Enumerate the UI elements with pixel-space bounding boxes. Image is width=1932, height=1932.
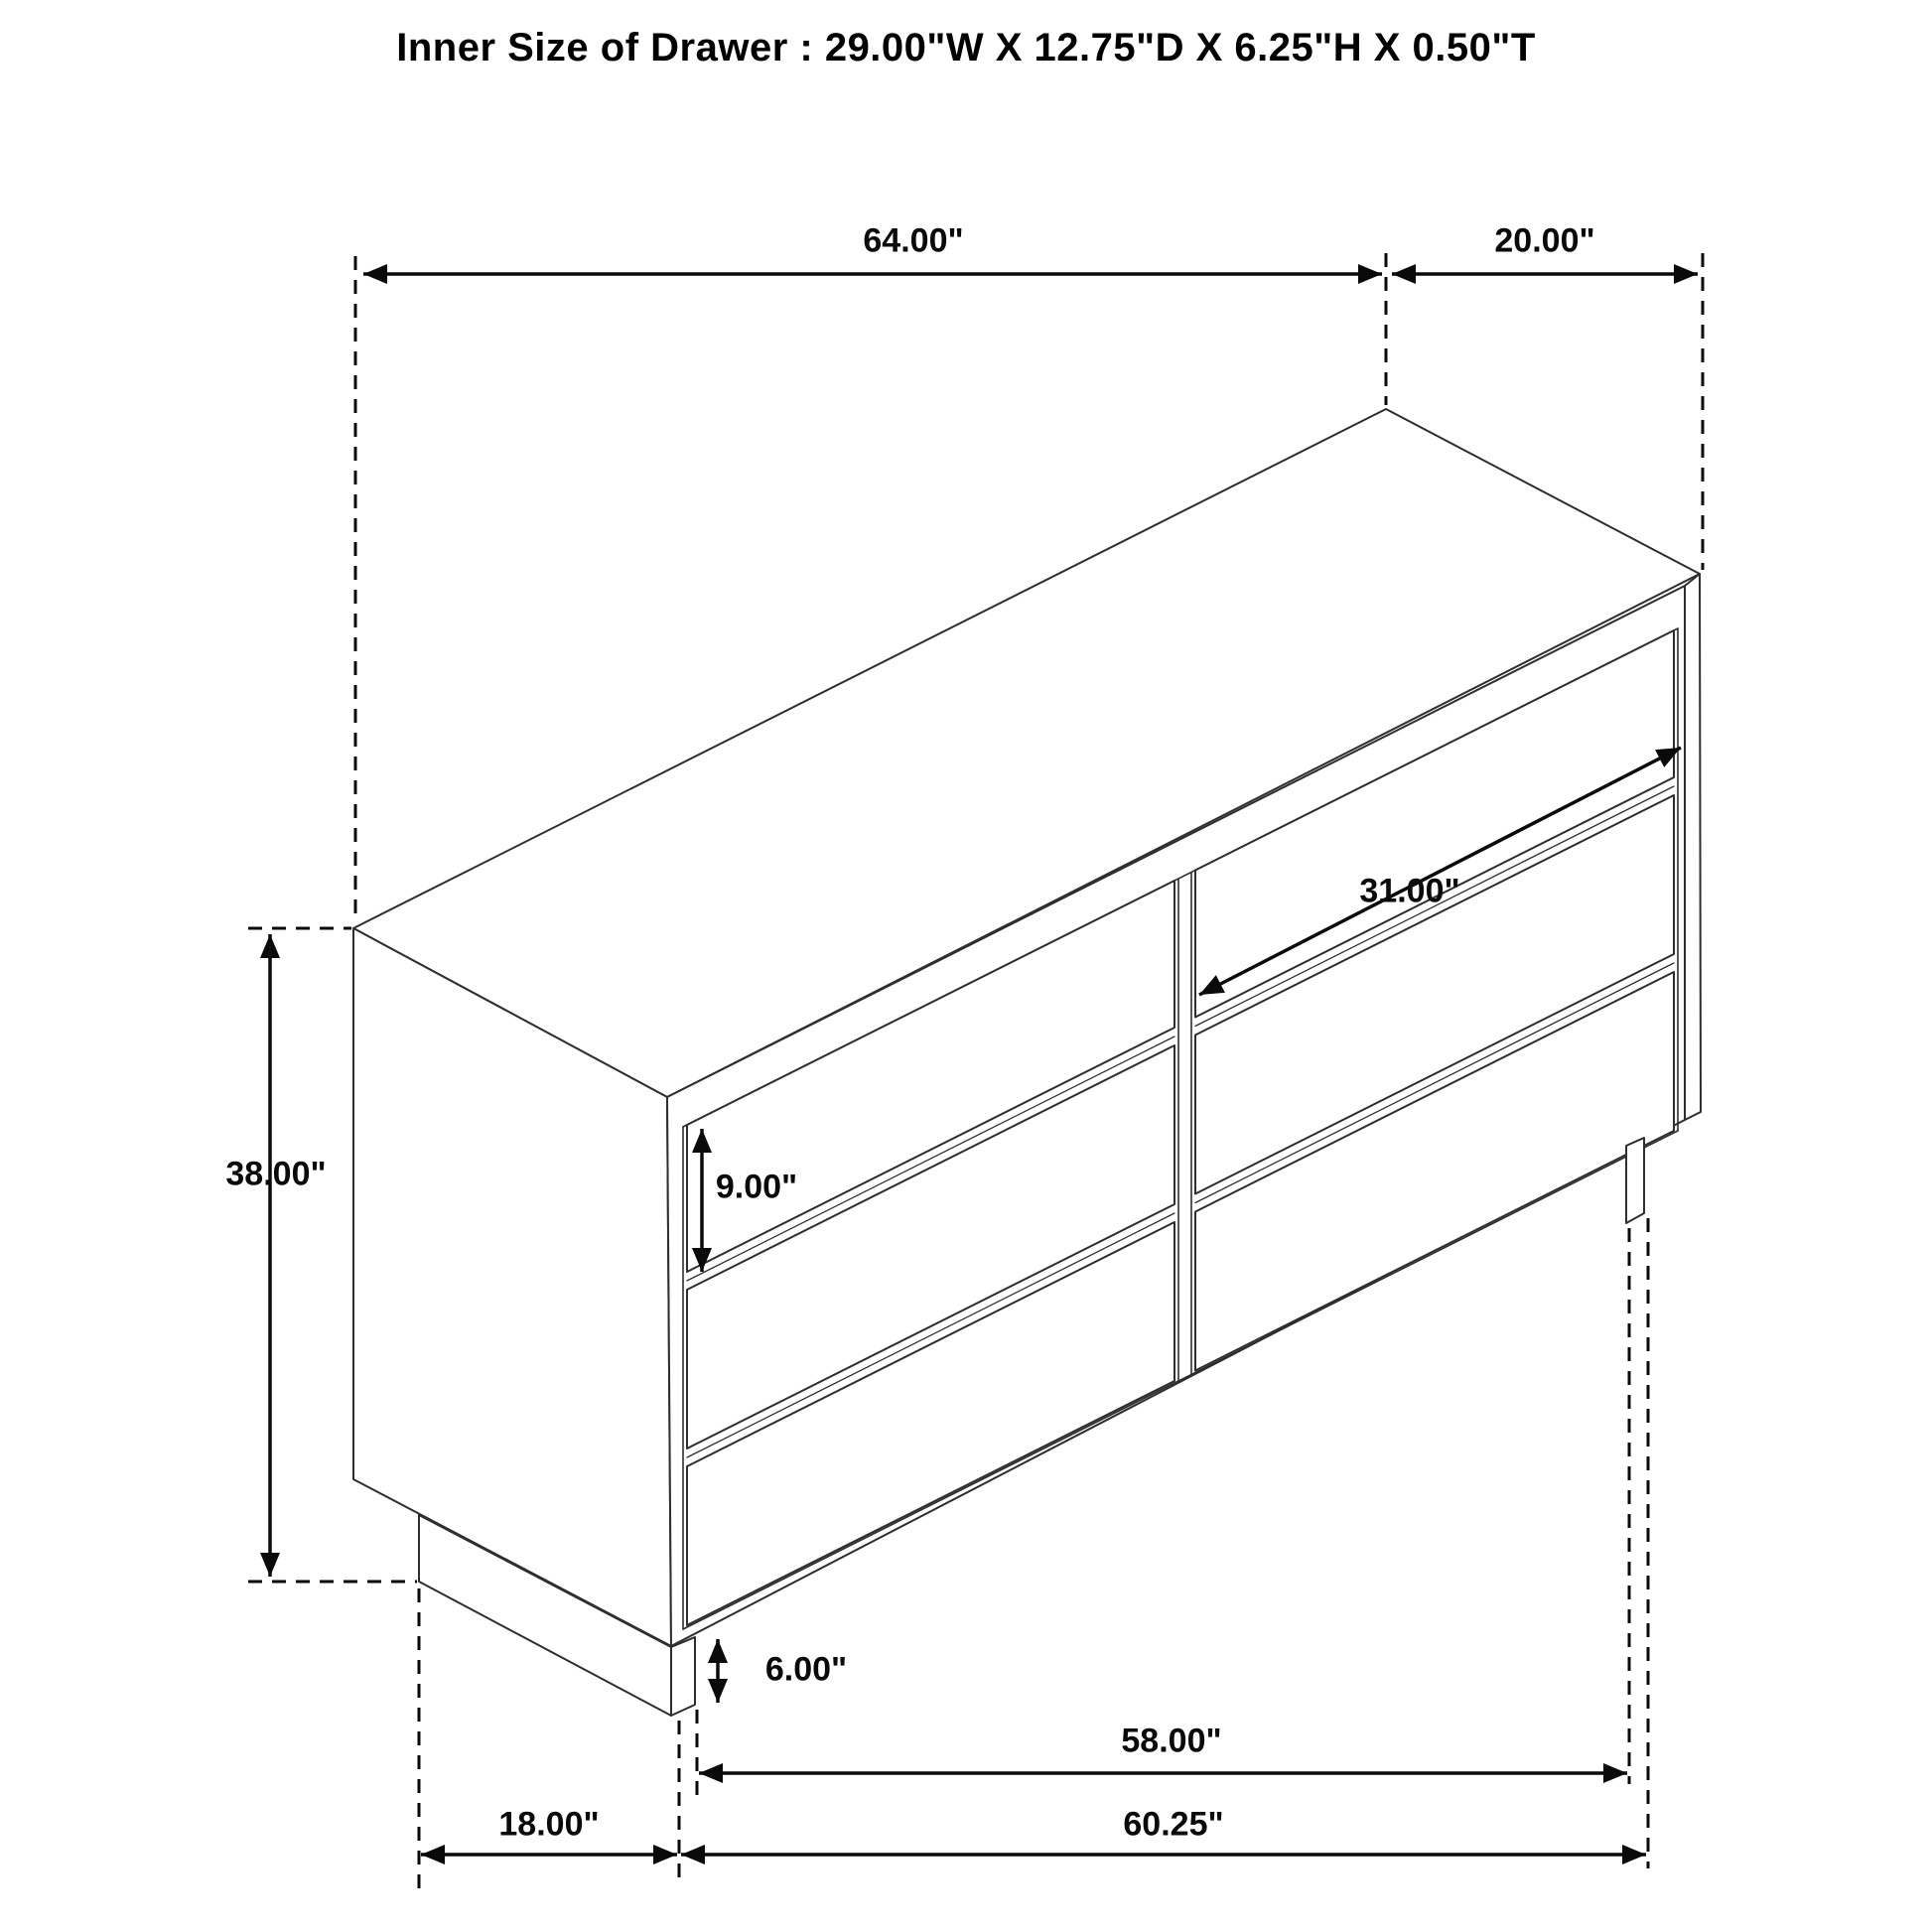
dim-label-base-span-outer: 60.25" [1123, 1805, 1224, 1844]
dim-label-overall-width: 64.00" [863, 221, 964, 260]
dim-label-overall-height: 38.00" [225, 1155, 327, 1193]
dim-label-base-height: 6.00" [764, 1650, 848, 1689]
dim-label-overall-depth: 20.00" [1494, 221, 1595, 260]
dim-label-base-left-inset: 18.00" [498, 1805, 600, 1844]
dim-label-drawer-width: 31.00" [1359, 872, 1460, 910]
dim-label-drawer-height: 9.00" [715, 1168, 798, 1206]
dim-label-base-span-inner: 58.00" [1121, 1722, 1222, 1760]
diagram-title: Inner Size of Drawer : 29.00"W X 12.75"D X 6.25"H X 0.50"T [396, 26, 1536, 69]
